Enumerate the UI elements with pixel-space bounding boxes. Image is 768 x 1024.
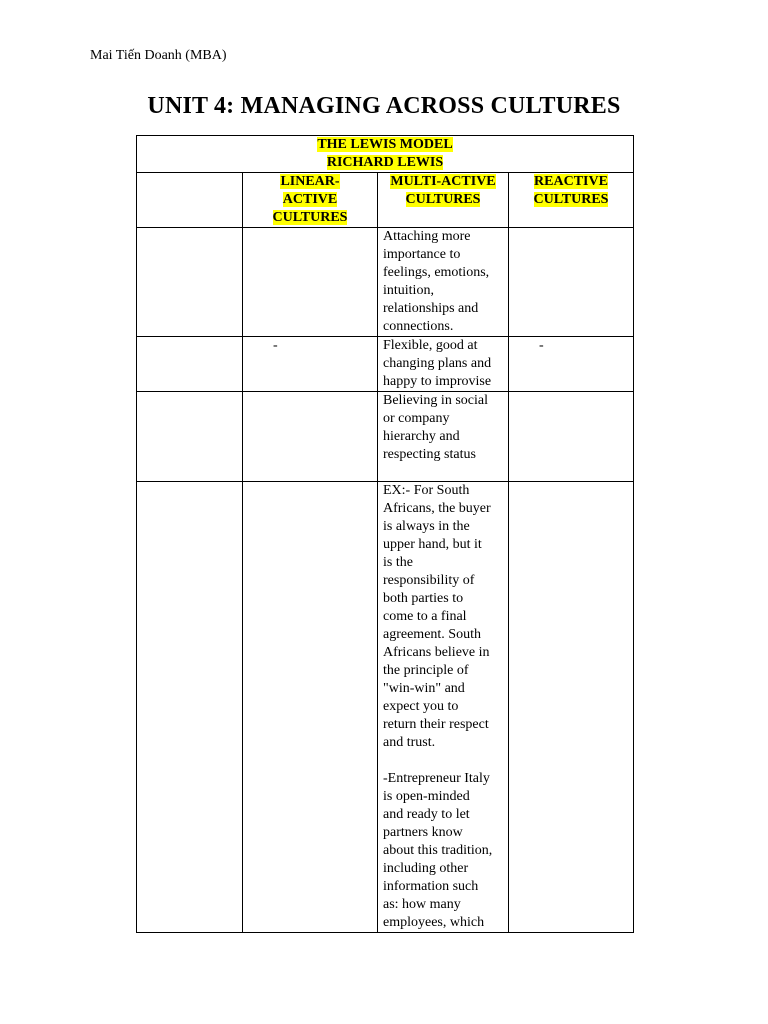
header-cell-reactive — [509, 173, 634, 228]
table-cell — [137, 337, 243, 392]
page-title: UNIT 4: MANAGING ACROSS CULTURES — [147, 93, 621, 119]
table-cell: EX:- For South Africans, the buyer is always in the upper hand, but it is the responsibility of both parties to come to a final agreement. South Africans believe in the principle of "win-win" and expect you to return their respect and trust. -Entrepreneur Italy is open-minded and ready to let partners know about this tradition, including other information such as: how many employees, which — [378, 482, 509, 933]
caption-line-1: THE LEWIS MODEL — [317, 137, 453, 152]
header-multi-active-label: MULTI-ACTIVE CULTURES — [390, 174, 496, 207]
table-row — [137, 482, 634, 933]
header-cell-linear-active — [243, 173, 378, 228]
table-row — [137, 228, 634, 337]
table-cell — [243, 392, 378, 482]
header-reactive-label: REACTIVE CULTURES — [533, 174, 609, 207]
table-row — [137, 392, 634, 482]
table-cell — [137, 392, 243, 482]
header-cell-empty — [137, 173, 243, 228]
header-linear-active-label: LINEAR- ACTIVE CULTURES — [272, 174, 348, 225]
header-cell-multi-active — [378, 173, 509, 228]
caption-line-2: RICHARD LEWIS — [326, 155, 444, 170]
table-row — [137, 337, 634, 392]
table-cell — [243, 228, 378, 337]
table-cell — [509, 228, 634, 337]
table-cell: Flexible, good at changing plans and happy to improvise — [378, 337, 509, 392]
author-name: Mai Tiến Doanh (MBA) — [90, 48, 227, 63]
table-cell — [509, 392, 634, 482]
table-cell: Believing in social or company hierarchy and respecting status — [378, 392, 509, 482]
table-cell — [243, 482, 378, 933]
table-cell: - — [243, 337, 378, 392]
table-cell — [137, 482, 243, 933]
table-header-row — [137, 173, 634, 228]
table-caption — [137, 136, 634, 173]
table-caption-row — [137, 136, 634, 173]
table-cell: - — [509, 337, 634, 392]
table-cell: Attaching more importance to feelings, emotions, intuition, relationships and connections. — [378, 228, 509, 337]
table-cell — [137, 228, 243, 337]
lewis-model-table — [136, 135, 634, 933]
table-cell — [509, 482, 634, 933]
